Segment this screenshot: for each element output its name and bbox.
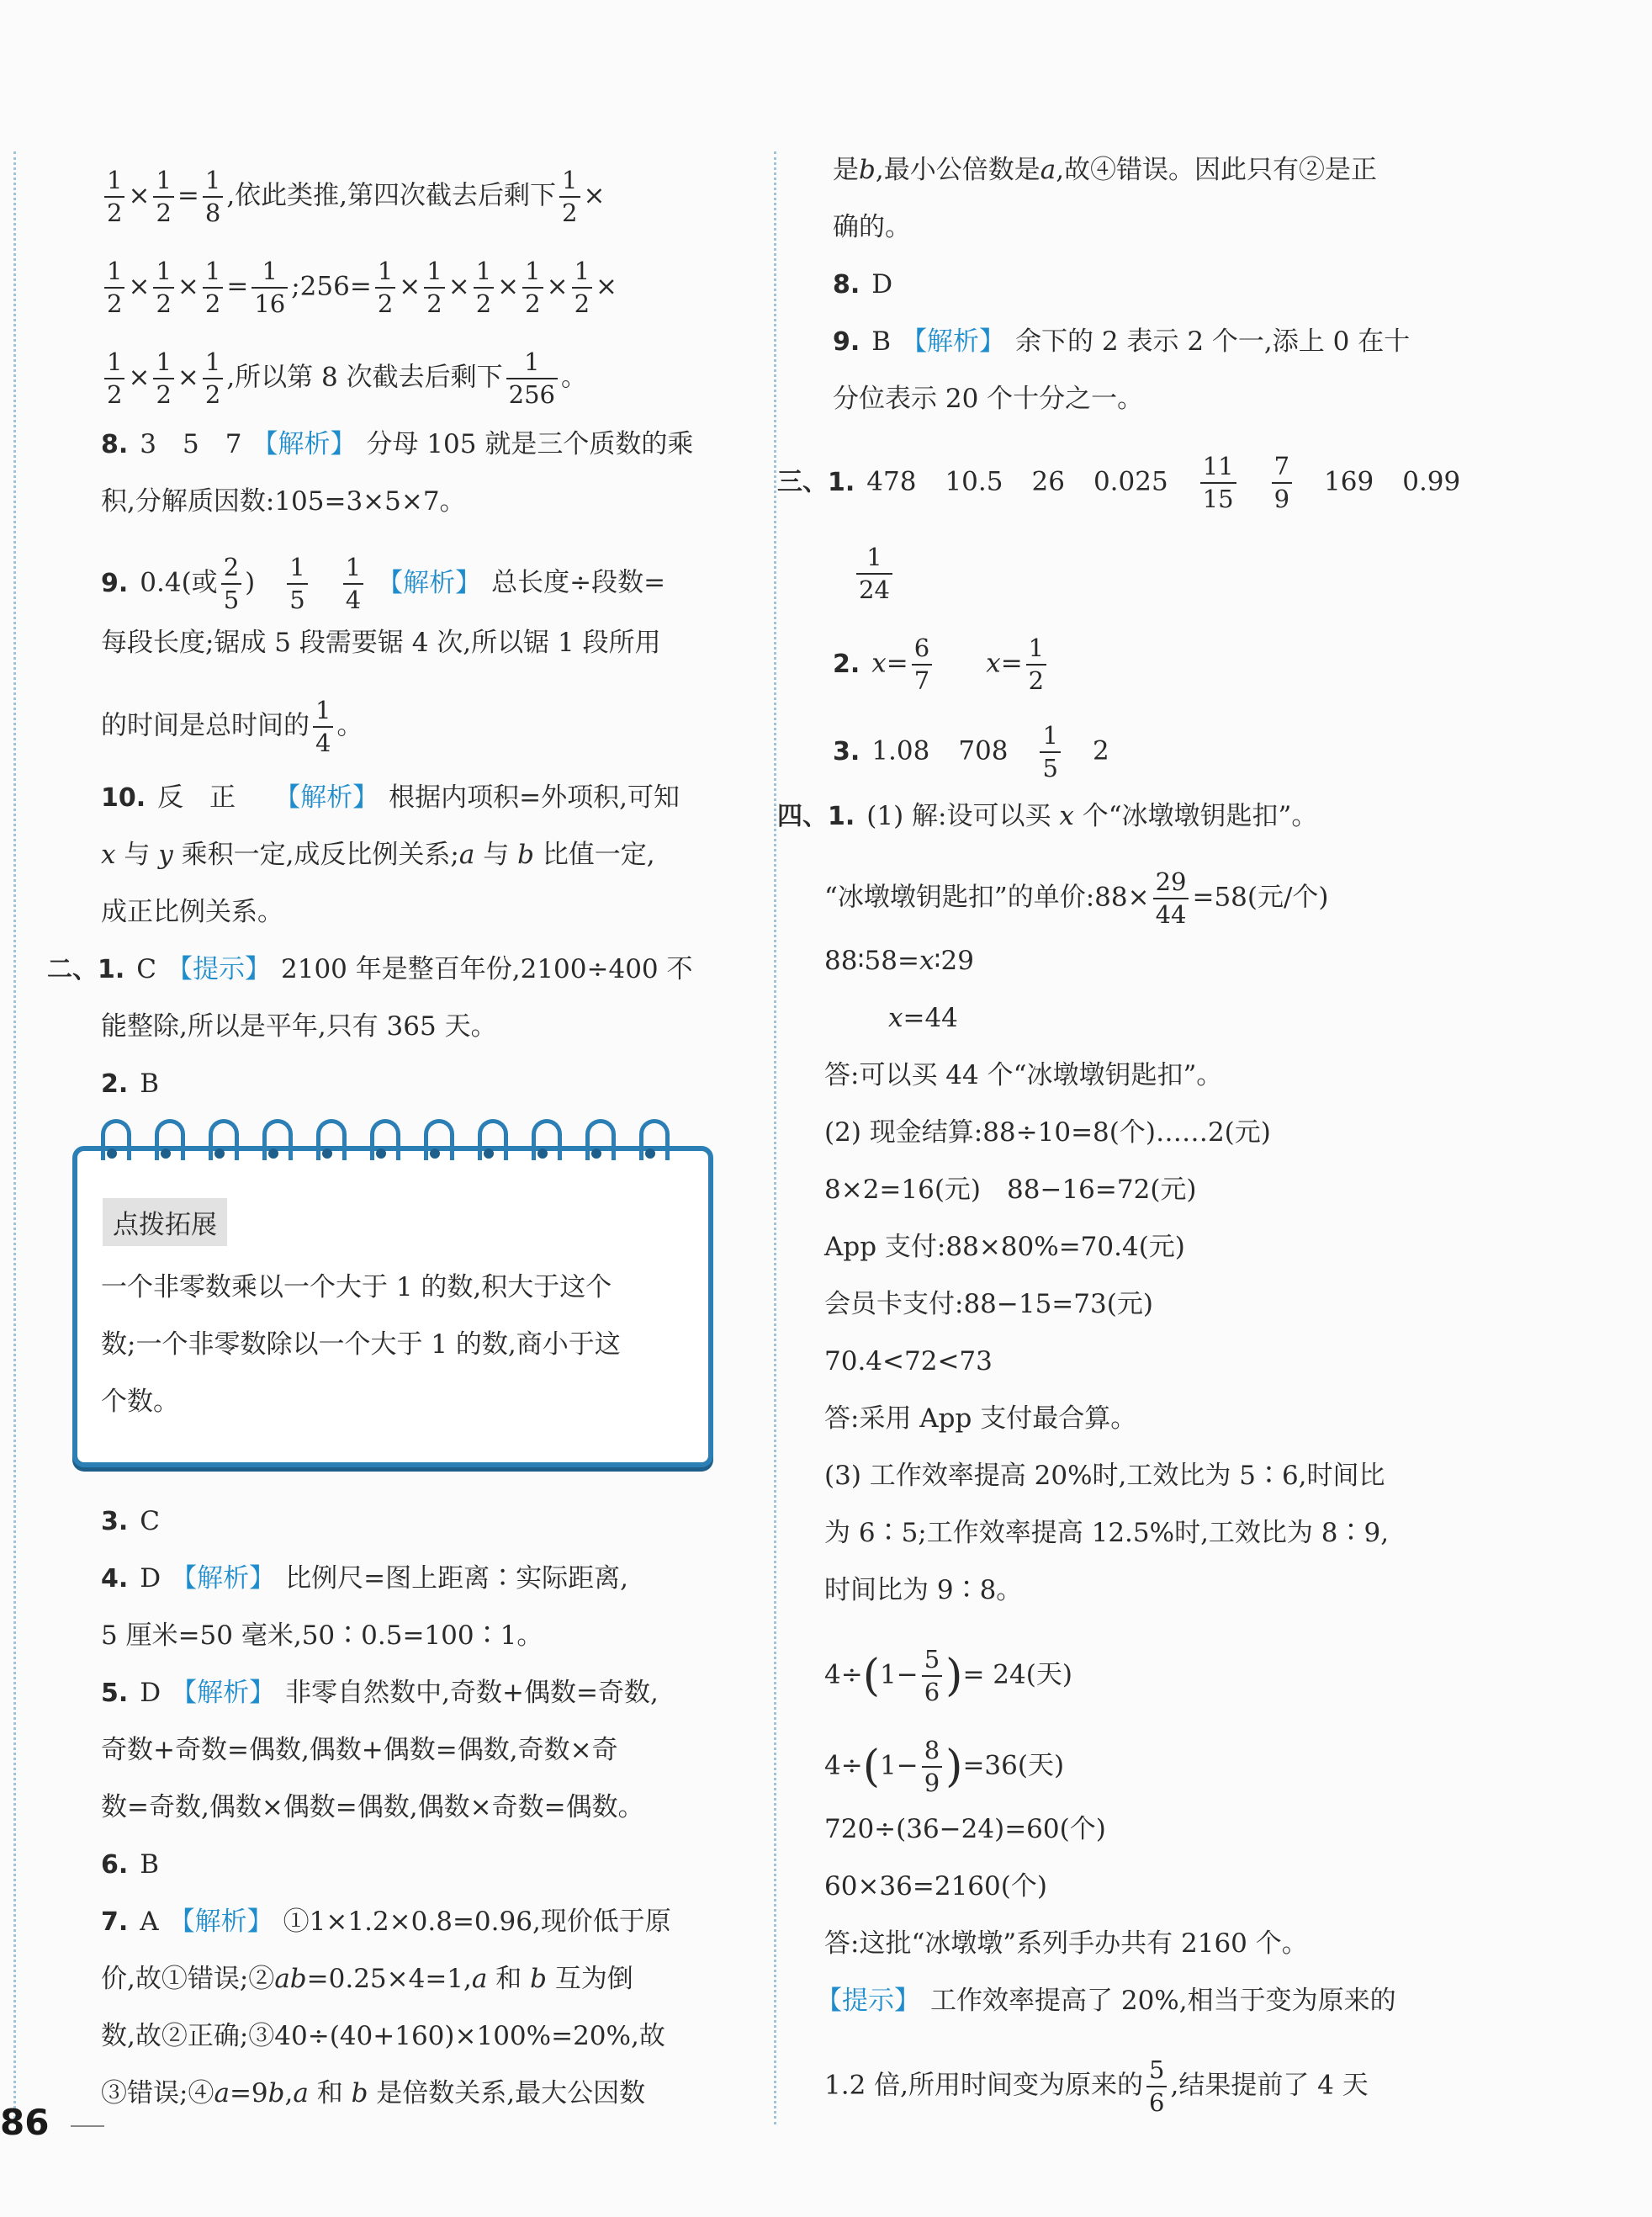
left-q5-line3: 数=奇数,偶数×偶数=偶数,偶数×奇数=偶数。 [101,1792,644,1822]
left-line-1: $\frac{1}{2}$ × $\frac{1}{2}$ = $\frac{1}{8}$ ,依此类推,第四次截去后剩下 $\frac{1}{2}$ × [101,168,605,205]
fraction-half: $\frac{1}{2}$ [104,168,124,225]
left-q4-line1: 4. D 【解析】 比例尺=图上距离∶实际距离, [101,1563,628,1594]
analysis-tag: 【解析】 [377,567,482,598]
right-line-11: 答:采用 App 支付最合算。 [824,1403,1137,1434]
analysis-tag: 【解析】 [901,326,1006,357]
note-line-2: 数;一个非零数除以一个大于 1 的数,商小于这 [101,1329,621,1360]
section-3-label: 三、 [777,467,828,497]
analysis-tag: 【解析】 [168,1907,273,1937]
section-3-q2: 2. x= $\frac{6}{7}$ x= $\frac{1}{2}$ [833,636,1050,673]
right-line-1: 是b,最小公倍数是a,故④错误。因此只有②是正 [833,155,1378,185]
analysis-tag: 【解析】 [171,1563,276,1594]
right-line-16: 4÷(1− $\frac{8}{9}$ )=36(天) [824,1736,1065,1797]
section-4-label: 四、 [777,802,828,831]
right-line-17: 720÷(36−24)=60(个) [824,1814,1106,1844]
section-4-q1-line1: 四、1. (1) 解:设可以买 x 个“冰墩墩钥匙扣”。 [777,801,1318,831]
hint-tag: 【提示】 [167,954,272,984]
right-line-13: 为 6∶5;工作效率提高 12.5%时,工效比为 8∶9, [824,1518,1390,1548]
note-line-1: 一个非零数乘以一个大于 1 的数,积大于这个 [101,1272,612,1302]
section-3-q1-cont: $\frac{1}{24}$ [853,545,896,582]
right-line-9: 会员卡支付:88−15=73(元) [824,1289,1153,1319]
section-2-q2: 2. B [101,1069,160,1099]
right-q9-line2: 分位表示 20 个十分之一。 [833,384,1144,414]
left-q9-line3: 的时间是总时间的 $\frac{1}{4}$ 。 [101,696,363,757]
right-line-solution: x=44 [888,1003,958,1033]
center-dotted-divider [774,151,776,2124]
left-line-2: $\frac{1}{2}$ × $\frac{1}{2}$ × $\frac{1}{2}$ = $\frac{1}{16}$ ;256= $\frac{1}{2}$ × $\frac{1}{2}$ × $\frac{1}{2}$ × $\frac{1}{2}$ × $\frac{1}{2}$ × [101,259,617,296]
left-q7-line1: 7. A 【解析】 ①1×1.2×0.8=0.96,现价低于原 [101,1907,671,1937]
left-q9-line2: 每段长度;锯成 5 段需要锯 4 次,所以锯 1 段所用 [101,628,661,658]
left-q7-line2: 价,故①错误;②ab=0.25×4=1,a 和 b 互为倒 [101,1964,633,1994]
left-q10-line1: 10. 反 正 【解析】 根据内项积=外项积,可知 [101,782,680,813]
right-line-12: (3) 工作效率提高 20%时,工效比为 5∶6,时间比 [824,1461,1385,1491]
right-line-14: 时间比为 9∶8。 [824,1575,1023,1605]
fraction-2-5: $\frac{2}{5}$ [221,555,241,613]
left-q10-line2: x 与 y 乘积一定,成反比例关系;a 与 b 比值一定, [101,840,655,870]
section-2-label: 二、 [47,955,98,984]
fraction-1-256: $\frac{1}{256}$ [506,350,558,407]
page-number: 86 [0,2102,50,2143]
left-q7-line3: 数,故②正确;③40÷(40+160)×100%=20%,故 [101,2021,665,2051]
left-q3: 3. C [101,1506,161,1536]
left-q5-line1: 5. D 【解析】 非零自然数中,奇数+偶数=奇数, [101,1678,659,1708]
left-q9-line1: 9. 0.4(或 $\frac{2}{5}$ ) $\frac{1}{5}$ $\frac{1}{4}$ 【解析】 总长度÷段数= [101,553,666,614]
right-line-unit-price: “冰墩墩钥匙扣”的单价:88× $\frac{29}{44}$ =58(元/个) [824,867,1329,929]
left-q6: 6. B [101,1849,160,1880]
left-q7-line4: ③错误;④a=9b,a 和 b 是倍数关系,最大公因数 [101,2078,646,2108]
note-line-3: 个数。 [101,1387,179,1417]
left-dotted-margin [13,151,16,2124]
right-line-18: 60×36=2160(个) [824,1871,1047,1901]
right-line-20: 【提示】 工作效率提高了 20%,相当于变为原来的 [816,1986,1396,2016]
fraction-half: $\frac{1}{2}$ [559,168,580,225]
left-q4-line2: 5 厘米=50 毫米,50∶0.5=100∶1。 [101,1620,543,1651]
analysis-tag: 【解析】 [252,429,357,459]
right-line-7: 8×2=16(元) 88−16=72(元) [824,1175,1197,1205]
page-number-rule [71,2125,104,2127]
section-3-q3: 3. 1.08 708 $\frac{1}{5}$ 2 [833,721,1109,782]
right-line-10: 70.4<72<73 [824,1346,993,1376]
left-line-3: $\frac{1}{2}$ × $\frac{1}{2}$ × $\frac{1}{2}$ ,所以第 8 次截去后剩下 $\frac{1}{256}$ 。 [101,350,587,387]
left-q10-line3: 成正比例关系。 [101,897,283,927]
right-line-6: (2) 现金结算:88÷10=8(个)……2(元) [824,1117,1271,1148]
right-line-19: 答:这批“冰墩墩”系列手办共有 2160 个。 [824,1928,1308,1959]
left-q8-line2: 积,分解质因数:105=3×5×7。 [101,486,466,517]
left-q5-line2: 奇数+奇数=偶数,偶数+偶数=偶数,奇数×奇 [101,1735,618,1765]
right-line-8: App 支付:88×80%=70.4(元) [824,1232,1185,1262]
right-line-2: 确的。 [833,212,911,242]
section-2-q1-line2: 能整除,所以是平年,只有 365 天。 [101,1011,497,1042]
note-title: 点拨拓展 [103,1198,227,1246]
right-q8: 8. D [833,269,893,300]
right-line-5: 答:可以买 44 个“冰墩墩钥匙扣”。 [824,1060,1223,1090]
left-q8-line1: 8. 3 5 7 【解析】 分母 105 就是三个质数的乘 [101,429,694,459]
analysis-tag: 【解析】 [171,1678,276,1708]
analysis-tag: 【解析】 [274,782,379,813]
right-line-15: 4÷(1− $\frac{5}{6}$ )= 24(天) [824,1645,1072,1706]
fraction-eighth: $\frac{1}{8}$ [203,168,223,225]
section-2-q1-line1: 二、1. C 【提示】 2100 年是整百年份,2100÷400 不 [47,954,693,984]
right-line-21: 1.2 倍,所用时间变为原来的 $\frac{5}{6}$ ,结果提前了 4 天 [824,2055,1369,2117]
fraction-half: $\frac{1}{2}$ [153,168,173,225]
section-3-q1: 三、1. 478 10.5 26 0.025 $\frac{11}{15}$ $\frac{7}{9}$ 169 0.99 [777,452,1461,513]
notebook-rings [101,1119,690,1169]
right-q9-line1: 9. B 【解析】 余下的 2 表示 2 个一,添上 0 在十 [833,326,1411,357]
right-line-proportion: 88∶58=x∶29 [824,946,974,976]
hint-tag: 【提示】 [816,1986,920,2016]
